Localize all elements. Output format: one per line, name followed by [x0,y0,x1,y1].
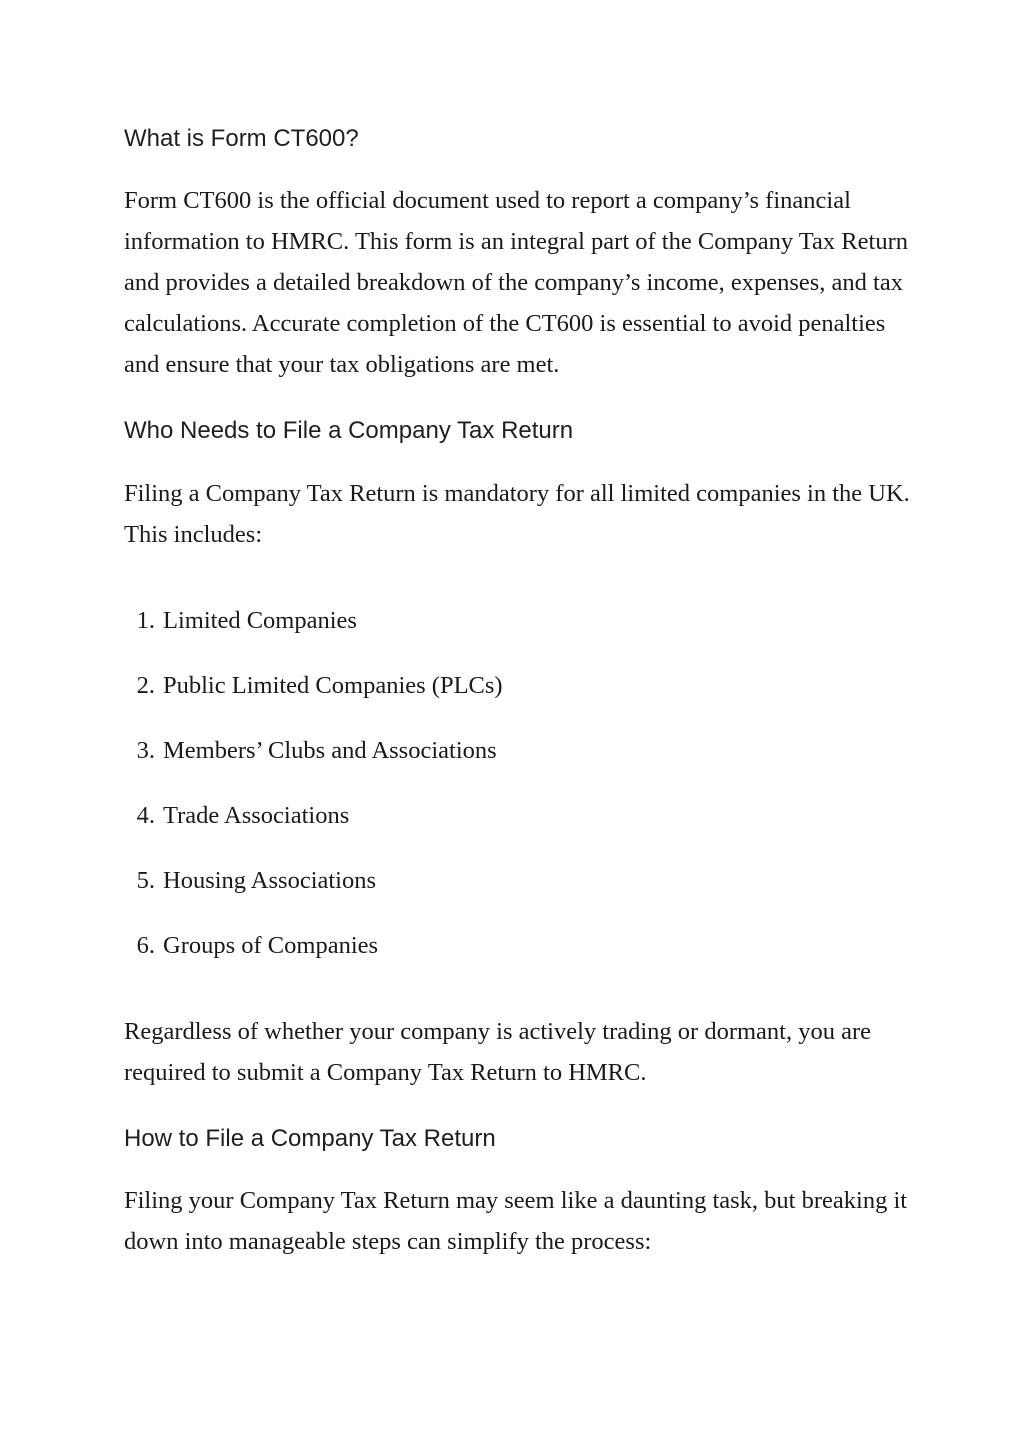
list-item-number: 5. [136,866,155,894]
list-item [124,600,924,641]
list-item-number: 4. [136,801,155,829]
list-item [124,795,924,836]
list-item [124,925,924,966]
list-item [124,860,924,901]
list-item-number: 1. [136,606,155,634]
list-item-text: Trade Associations [163,801,350,829]
list-item-number: 3. [136,736,155,764]
list-item-text: Housing Associations [163,866,377,894]
list-item [124,665,924,706]
who-needs-paragraph: Filing a Company Tax Return is mandatory for all limited companies in the UK. This includes: [124,479,910,548]
list-item-text: Public Limited Companies (PLCs) [163,671,503,699]
after-list-paragraph: Regardless of whether your company is actively trading or dormant, you are required to submit a Company Tax Return to HMRC. [124,1017,872,1086]
company-types-list [124,600,924,966]
list-item-text: Groups of Companies [163,931,379,959]
ct600-paragraph: Form CT600 is the official document used to report a company’s financial information to HMRC. This form is an integral part of the Company Tax Return and provides a detailed breakdown of the company’s income, expenses, and tax calculations. Accurate completion of the CT600 is essential to avoid penalties and ensure that your tax obligations are met. [124,186,908,378]
list-item-text: Limited Companies [163,606,357,634]
document-page [124,120,924,1262]
list-item-number: 2. [136,671,155,699]
how-to-file-paragraph: Filing your Company Tax Return may seem like a daunting task, but breaking it down into manageable steps can simplify the process: [124,1187,908,1256]
list-item-text: Members’ Clubs and Associations [163,736,497,764]
section-heading-ct600: What is Form CT600? [124,125,359,152]
section-heading-who-needs: Who Needs to File a Company Tax Return [124,416,574,444]
section-heading-how-to-file: How to File a Company Tax Return [124,1124,496,1152]
list-item-number: 6. [136,931,155,959]
list-item [124,730,924,771]
